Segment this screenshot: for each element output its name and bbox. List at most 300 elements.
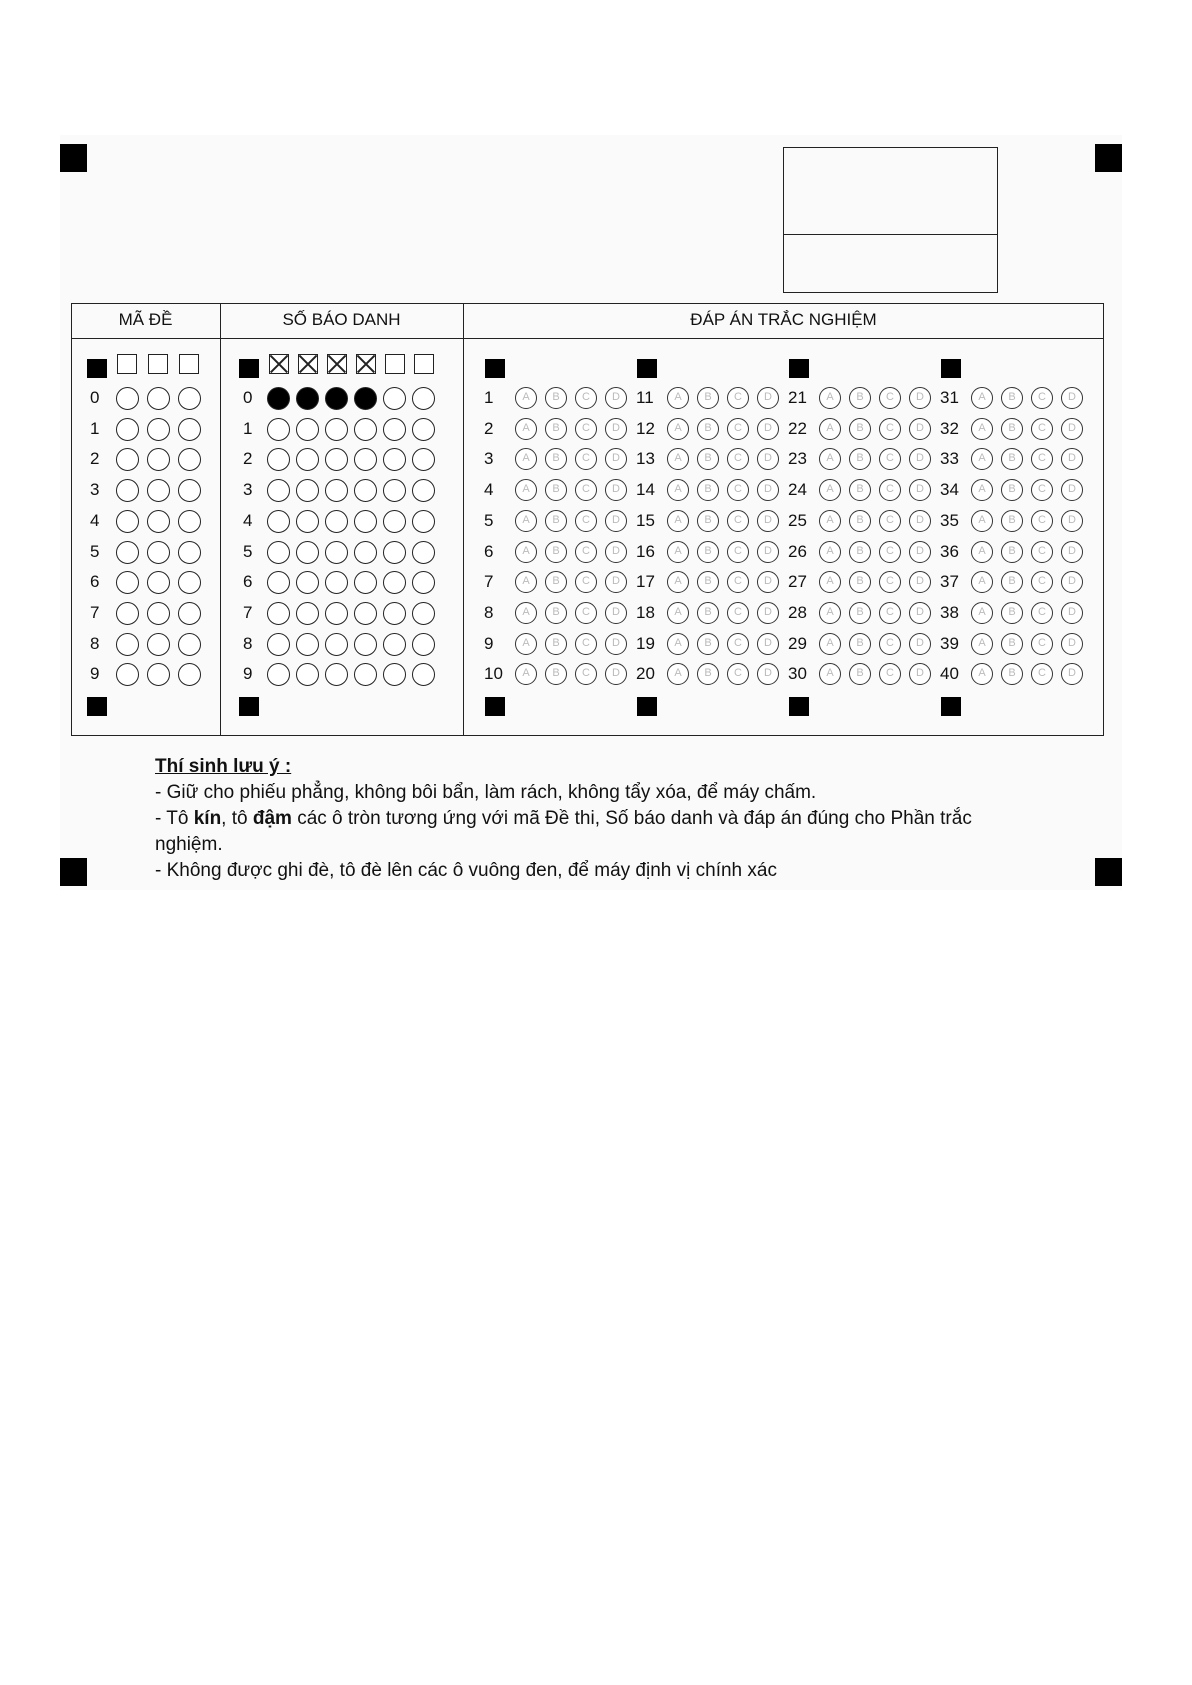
answer-bubble[interactable]: C — [879, 510, 901, 532]
answer-bubble[interactable]: B — [697, 602, 719, 624]
answer-bubble[interactable]: D — [757, 418, 779, 440]
answer-bubble[interactable]: B — [697, 418, 719, 440]
sbd-digit-label: 0 — [243, 388, 253, 407]
answer-bubble[interactable]: C — [1031, 663, 1053, 685]
sbd-write-box — [414, 354, 434, 374]
answer-bubble[interactable]: D — [605, 479, 627, 501]
answer-bubble[interactable]: A — [819, 571, 841, 593]
question-number: 13 — [636, 449, 655, 469]
answers-alignment-marker-bottom — [789, 697, 809, 716]
ma-de-write-box — [148, 354, 168, 374]
answer-bubble[interactable]: A — [667, 418, 689, 440]
answer-bubble[interactable]: B — [849, 571, 871, 593]
answer-bubble[interactable]: D — [1061, 541, 1083, 563]
answer-bubble[interactable]: C — [1031, 387, 1053, 409]
ma-de-bubble[interactable] — [147, 479, 170, 502]
answer-bubble[interactable]: D — [605, 418, 627, 440]
ma-de-bubble[interactable] — [116, 479, 139, 502]
sbd-bubble[interactable] — [267, 633, 290, 656]
sbd-bubble[interactable] — [267, 510, 290, 533]
answer-bubble[interactable]: A — [667, 541, 689, 563]
notes-line-1: - Giữ cho phiếu phẳng, không bôi bẩn, làm rách, không tẩy xóa, để máy chấm. — [155, 782, 817, 803]
sbd-bubble-filled[interactable] — [354, 387, 377, 410]
answer-bubble[interactable]: D — [1061, 448, 1083, 470]
sbd-bubble-filled[interactable] — [296, 387, 319, 410]
sbd-digit-label: 9 — [243, 664, 253, 684]
answer-bubble[interactable]: A — [971, 448, 993, 470]
sbd-digit-label: 5 — [243, 541, 253, 561]
corner-marker-bottom-left — [60, 858, 87, 886]
ma-de-digit-label: 4 — [90, 510, 100, 530]
answer-bubble[interactable]: D — [1061, 510, 1083, 532]
sbd-bubble[interactable] — [354, 479, 377, 502]
answer-bubble[interactable]: D — [1061, 387, 1083, 409]
answer-bubble[interactable]: D — [909, 510, 931, 532]
answer-bubble[interactable]: C — [575, 541, 597, 563]
ma-de-bubble[interactable] — [178, 387, 201, 410]
question-number: 1 — [484, 388, 494, 407]
question-number: 28 — [788, 602, 807, 622]
question-number: 38 — [940, 602, 959, 622]
question-number: 3 — [484, 449, 494, 469]
sbd-bubble[interactable] — [412, 602, 435, 625]
question-number: 39 — [940, 633, 959, 653]
answer-bubble[interactable]: A — [667, 387, 689, 409]
answer-bubble[interactable]: C — [1031, 571, 1053, 593]
sbd-bubble[interactable] — [267, 541, 290, 564]
answer-bubble[interactable]: A — [819, 418, 841, 440]
answer-bubble[interactable]: B — [545, 418, 567, 440]
sbd-bubble[interactable] — [383, 479, 406, 502]
question-number: 10 — [484, 664, 503, 684]
sbd-write-box — [327, 354, 347, 374]
answer-bubble[interactable]: A — [667, 479, 689, 501]
answer-bubble[interactable]: D — [909, 541, 931, 563]
sbd-bubble[interactable] — [383, 418, 406, 441]
answer-bubble[interactable]: C — [1031, 633, 1053, 655]
sbd-bubble[interactable] — [354, 541, 377, 564]
question-number: 17 — [636, 572, 655, 592]
answer-bubble[interactable]: A — [515, 602, 537, 624]
question-number: 26 — [788, 541, 807, 561]
answer-bubble[interactable]: D — [757, 479, 779, 501]
ma-de-bubble[interactable] — [116, 387, 139, 410]
answer-bubble[interactable]: B — [849, 418, 871, 440]
sbd-bubble[interactable] — [267, 602, 290, 625]
sbd-bubble[interactable] — [412, 387, 435, 410]
answer-bubble[interactable]: D — [909, 479, 931, 501]
answer-bubble[interactable]: D — [909, 663, 931, 685]
answer-bubble[interactable]: C — [1031, 510, 1053, 532]
answer-bubble[interactable]: A — [971, 418, 993, 440]
answer-bubble[interactable]: A — [667, 663, 689, 685]
answer-bubble[interactable]: B — [545, 633, 567, 655]
answer-bubble[interactable]: D — [1061, 418, 1083, 440]
sbd-alignment-marker-bottom — [239, 697, 259, 716]
sbd-bubble-filled[interactable] — [325, 387, 348, 410]
sbd-bubble[interactable] — [296, 510, 319, 533]
ma-de-bubble[interactable] — [147, 418, 170, 441]
answer-bubble[interactable]: A — [819, 387, 841, 409]
answer-bubble[interactable]: C — [575, 602, 597, 624]
answer-bubble[interactable]: B — [849, 602, 871, 624]
sbd-bubble[interactable] — [325, 510, 348, 533]
answer-bubble[interactable]: C — [727, 633, 749, 655]
answer-bubble[interactable]: B — [1001, 541, 1023, 563]
answer-bubble[interactable]: D — [1061, 602, 1083, 624]
answer-bubble[interactable]: A — [971, 479, 993, 501]
corner-marker-bottom-right — [1095, 858, 1122, 886]
corner-marker-top-right — [1095, 144, 1122, 172]
answer-bubble[interactable]: C — [575, 571, 597, 593]
ma-de-bubble[interactable] — [178, 479, 201, 502]
sbd-digit-label: 3 — [243, 480, 253, 500]
answer-bubble[interactable]: A — [667, 448, 689, 470]
question-number: 40 — [940, 664, 959, 684]
sbd-bubble[interactable] — [267, 418, 290, 441]
answer-bubble[interactable]: C — [575, 633, 597, 655]
answer-bubble[interactable]: C — [879, 448, 901, 470]
answer-bubble[interactable]: A — [971, 633, 993, 655]
question-number: 16 — [636, 541, 655, 561]
answer-bubble[interactable]: A — [819, 663, 841, 685]
answer-bubble[interactable]: A — [667, 602, 689, 624]
sbd-write-box — [356, 354, 376, 374]
corner-marker-top-left — [60, 144, 87, 172]
answer-bubble[interactable]: C — [727, 541, 749, 563]
answer-bubble[interactable]: B — [1001, 602, 1023, 624]
answer-bubble[interactable]: D — [757, 510, 779, 532]
answer-bubble[interactable]: B — [849, 448, 871, 470]
answers-alignment-marker-top — [789, 359, 809, 378]
answer-bubble[interactable]: A — [819, 510, 841, 532]
ma-de-bubble[interactable] — [147, 387, 170, 410]
answer-bubble[interactable]: D — [605, 602, 627, 624]
answer-bubble[interactable]: D — [757, 541, 779, 563]
answer-bubble[interactable]: C — [1031, 541, 1053, 563]
sbd-bubble[interactable] — [354, 633, 377, 656]
answer-bubble[interactable]: C — [879, 387, 901, 409]
answer-bubble[interactable]: A — [971, 510, 993, 532]
header-ma-de: MÃ ĐỀ — [118, 310, 173, 329]
answer-bubble[interactable]: B — [697, 448, 719, 470]
answer-bubble[interactable]: B — [1001, 387, 1023, 409]
answer-bubble[interactable]: B — [697, 663, 719, 685]
answer-bubble[interactable]: C — [727, 571, 749, 593]
answer-bubble[interactable]: C — [1031, 418, 1053, 440]
question-number: 37 — [940, 572, 959, 592]
sbd-bubble[interactable] — [296, 418, 319, 441]
answer-bubble[interactable]: B — [1001, 633, 1023, 655]
ma-de-bubble[interactable] — [116, 602, 139, 625]
answer-bubble[interactable]: A — [515, 479, 537, 501]
answer-bubble[interactable]: D — [757, 663, 779, 685]
answer-bubble[interactable]: D — [757, 602, 779, 624]
answer-bubble[interactable]: C — [575, 663, 597, 685]
ma-de-bubble[interactable] — [147, 541, 170, 564]
answer-bubble[interactable]: A — [819, 448, 841, 470]
answer-bubble[interactable]: A — [515, 633, 537, 655]
answer-bubble[interactable]: A — [515, 571, 537, 593]
sbd-bubble[interactable] — [296, 633, 319, 656]
answer-bubble[interactable]: B — [1001, 571, 1023, 593]
answer-bubble[interactable]: B — [697, 571, 719, 593]
question-number: 11 — [636, 388, 654, 407]
question-number: 29 — [788, 633, 807, 653]
answer-bubble[interactable]: D — [605, 541, 627, 563]
answer-bubble[interactable]: A — [971, 387, 993, 409]
answer-bubble[interactable]: D — [909, 448, 931, 470]
candidate-notes — [155, 754, 985, 884]
answer-bubble[interactable]: D — [605, 663, 627, 685]
answer-bubble[interactable]: C — [727, 418, 749, 440]
answer-bubble[interactable]: D — [605, 571, 627, 593]
answer-bubble[interactable]: D — [757, 448, 779, 470]
answer-bubble[interactable]: B — [1001, 418, 1023, 440]
notes-bold-dam: đậm — [252, 808, 292, 829]
answer-bubble[interactable]: C — [727, 387, 749, 409]
ma-de-bubble[interactable] — [116, 510, 139, 533]
question-number: 23 — [788, 449, 807, 469]
sbd-bubble[interactable] — [383, 541, 406, 564]
sbd-bubble[interactable] — [412, 510, 435, 533]
answer-bubble[interactable]: A — [971, 602, 993, 624]
ma-de-bubble[interactable] — [116, 418, 139, 441]
ma-de-bubble[interactable] — [147, 633, 170, 656]
photo-box-divider — [783, 234, 998, 235]
answer-bubble[interactable]: B — [697, 510, 719, 532]
answer-bubble[interactable]: D — [605, 387, 627, 409]
answers-alignment-marker-bottom — [485, 697, 505, 716]
ma-de-digit-label: 3 — [90, 480, 100, 500]
sbd-bubble[interactable] — [412, 633, 435, 656]
sbd-bubble[interactable] — [267, 479, 290, 502]
question-number: 30 — [788, 664, 807, 684]
answer-bubble[interactable]: D — [909, 602, 931, 624]
answer-bubble[interactable]: A — [667, 510, 689, 532]
ma-de-write-box — [117, 354, 137, 374]
sbd-bubble[interactable] — [354, 602, 377, 625]
sbd-bubble[interactable] — [325, 418, 348, 441]
answer-bubble[interactable]: D — [605, 448, 627, 470]
answer-bubble[interactable]: C — [879, 633, 901, 655]
sbd-bubble[interactable] — [412, 541, 435, 564]
answer-bubble[interactable]: C — [727, 448, 749, 470]
sbd-bubble[interactable] — [296, 479, 319, 502]
answer-bubble[interactable]: D — [909, 387, 931, 409]
answer-bubble[interactable]: A — [515, 418, 537, 440]
answers-alignment-marker-bottom — [637, 697, 657, 716]
question-number: 31 — [940, 388, 959, 407]
question-number: 33 — [940, 449, 959, 469]
ma-de-bubble[interactable] — [178, 633, 201, 656]
answer-bubble[interactable]: C — [1031, 602, 1053, 624]
column-divider-2 — [463, 303, 464, 736]
answer-bubble[interactable]: B — [849, 541, 871, 563]
ma-de-digit-label: 0 — [90, 388, 100, 407]
answer-bubble[interactable]: C — [727, 602, 749, 624]
question-number: 12 — [636, 418, 655, 438]
ma-de-digit-label: 2 — [90, 449, 100, 469]
sbd-bubble[interactable] — [325, 602, 348, 625]
answer-bubble[interactable]: D — [757, 633, 779, 655]
answer-bubble[interactable]: B — [849, 387, 871, 409]
answer-bubble[interactable]: B — [1001, 448, 1023, 470]
answer-bubble[interactable]: B — [697, 633, 719, 655]
answer-bubble[interactable]: B — [697, 387, 719, 409]
answer-bubble[interactable]: C — [727, 510, 749, 532]
sbd-bubble[interactable] — [412, 418, 435, 441]
answer-bubble[interactable]: B — [1001, 663, 1023, 685]
answer-bubble[interactable]: C — [879, 571, 901, 593]
sbd-bubble[interactable] — [412, 479, 435, 502]
header-so-bao-danh: SỐ BÁO DANH — [282, 310, 401, 329]
sbd-bubble[interactable] — [354, 418, 377, 441]
question-number: 5 — [484, 510, 494, 530]
ma-de-bubble[interactable] — [147, 510, 170, 533]
question-number: 35 — [940, 510, 959, 530]
ma-de-bubble[interactable] — [116, 633, 139, 656]
notes-line-3: - Không được ghi đè, tô đè lên các ô vuông đen, để máy định vị chính xác — [155, 860, 777, 881]
answer-bubble[interactable]: A — [667, 571, 689, 593]
question-number: 4 — [484, 480, 494, 500]
answer-bubble[interactable]: A — [515, 663, 537, 685]
ma-de-alignment-marker-bottom — [87, 697, 107, 716]
answer-bubble[interactable]: A — [819, 633, 841, 655]
answer-bubble[interactable]: B — [545, 479, 567, 501]
answer-bubble[interactable]: B — [849, 633, 871, 655]
answer-bubble[interactable]: C — [1031, 448, 1053, 470]
answer-bubble[interactable]: A — [971, 541, 993, 563]
sbd-digit-label: 7 — [243, 602, 253, 622]
notes-bold-kin: kín — [193, 808, 222, 829]
sbd-bubble[interactable] — [325, 479, 348, 502]
answer-bubble[interactable]: D — [909, 633, 931, 655]
sbd-bubble[interactable] — [354, 510, 377, 533]
sbd-bubble[interactable] — [296, 541, 319, 564]
answers-alignment-marker-top — [637, 359, 657, 378]
answer-bubble[interactable]: D — [605, 510, 627, 532]
answer-bubble[interactable]: C — [879, 602, 901, 624]
answer-bubble[interactable]: C — [727, 479, 749, 501]
sbd-bubble[interactable] — [383, 633, 406, 656]
answer-bubble[interactable]: B — [1001, 510, 1023, 532]
answer-bubble[interactable]: B — [849, 510, 871, 532]
answer-bubble[interactable]: A — [515, 510, 537, 532]
ma-de-digit-label: 6 — [90, 572, 100, 592]
answer-bubble[interactable]: D — [1061, 571, 1083, 593]
question-number: 32 — [940, 418, 959, 438]
question-number: 2 — [484, 418, 494, 438]
ma-de-bubble[interactable] — [178, 418, 201, 441]
answer-bubble[interactable]: C — [879, 479, 901, 501]
answer-bubble[interactable]: B — [697, 541, 719, 563]
answer-bubble[interactable]: D — [757, 571, 779, 593]
sbd-bubble[interactable] — [296, 602, 319, 625]
answer-bubble[interactable]: B — [545, 602, 567, 624]
answer-bubble[interactable]: D — [909, 571, 931, 593]
ma-de-digit-label: 1 — [90, 418, 100, 438]
header-divider — [71, 338, 1104, 339]
answer-bubble[interactable]: C — [575, 418, 597, 440]
question-number: 20 — [636, 664, 655, 684]
answer-bubble[interactable]: D — [909, 418, 931, 440]
answer-bubble[interactable]: A — [515, 387, 537, 409]
answer-bubble[interactable]: D — [757, 387, 779, 409]
sbd-bubble[interactable] — [383, 510, 406, 533]
ma-de-bubble[interactable] — [116, 541, 139, 564]
answer-bubble[interactable]: B — [545, 571, 567, 593]
answer-bubble[interactable]: B — [697, 479, 719, 501]
sbd-bubble[interactable] — [383, 387, 406, 410]
answer-bubble[interactable]: D — [605, 633, 627, 655]
answer-bubble[interactable]: B — [849, 663, 871, 685]
answer-bubble[interactable]: A — [819, 602, 841, 624]
ma-de-bubble[interactable] — [147, 602, 170, 625]
sbd-bubble-filled[interactable] — [267, 387, 290, 410]
question-number: 25 — [788, 510, 807, 530]
notes-title: Thí sinh lưu ý : — [155, 756, 292, 777]
sbd-alignment-marker-top — [239, 359, 259, 378]
answer-bubble[interactable]: A — [667, 633, 689, 655]
ma-de-bubble[interactable] — [178, 541, 201, 564]
question-number: 36 — [940, 541, 959, 561]
answer-bubble[interactable]: C — [575, 387, 597, 409]
answer-bubble[interactable]: B — [1001, 479, 1023, 501]
ma-de-bubble[interactable] — [178, 510, 201, 533]
answer-bubble[interactable]: C — [879, 541, 901, 563]
ma-de-digit-label: 8 — [90, 633, 100, 653]
answer-bubble[interactable]: B — [849, 479, 871, 501]
sbd-digit-label: 6 — [243, 572, 253, 592]
answer-bubble[interactable]: C — [1031, 479, 1053, 501]
answer-bubble[interactable]: A — [819, 541, 841, 563]
ma-de-bubble[interactable] — [178, 602, 201, 625]
answer-bubble[interactable]: C — [575, 510, 597, 532]
answer-bubble[interactable]: D — [1061, 663, 1083, 685]
sbd-bubble[interactable] — [325, 633, 348, 656]
answer-bubble[interactable]: C — [727, 663, 749, 685]
answer-bubble[interactable]: B — [545, 541, 567, 563]
sbd-digit-label: 2 — [243, 449, 253, 469]
answer-bubble[interactable]: A — [515, 541, 537, 563]
answers-alignment-marker-top — [485, 359, 505, 378]
column-divider-1 — [220, 303, 221, 736]
answer-bubble[interactable]: B — [545, 510, 567, 532]
answer-bubble[interactable]: D — [1061, 633, 1083, 655]
answer-bubble[interactable]: A — [971, 663, 993, 685]
sbd-bubble[interactable] — [325, 541, 348, 564]
answer-bubble[interactable]: B — [545, 663, 567, 685]
ma-de-digit-label: 7 — [90, 602, 100, 622]
sbd-bubble[interactable] — [383, 602, 406, 625]
answer-bubble[interactable]: B — [545, 387, 567, 409]
question-number: 34 — [940, 480, 959, 500]
answer-bubble[interactable]: A — [819, 479, 841, 501]
answer-bubble[interactable]: C — [575, 479, 597, 501]
answer-bubble[interactable]: D — [1061, 479, 1083, 501]
answer-bubble[interactable]: A — [515, 448, 537, 470]
answer-bubble[interactable]: C — [575, 448, 597, 470]
answer-bubble[interactable]: C — [879, 663, 901, 685]
answer-bubble[interactable]: C — [879, 418, 901, 440]
sbd-write-box — [385, 354, 405, 374]
sbd-digit-label: 8 — [243, 633, 253, 653]
question-number: 21 — [788, 388, 807, 407]
answer-bubble[interactable]: B — [545, 448, 567, 470]
answer-bubble[interactable]: A — [971, 571, 993, 593]
header-dap-an: ĐÁP ÁN TRẮC NGHIỆM — [690, 310, 877, 329]
